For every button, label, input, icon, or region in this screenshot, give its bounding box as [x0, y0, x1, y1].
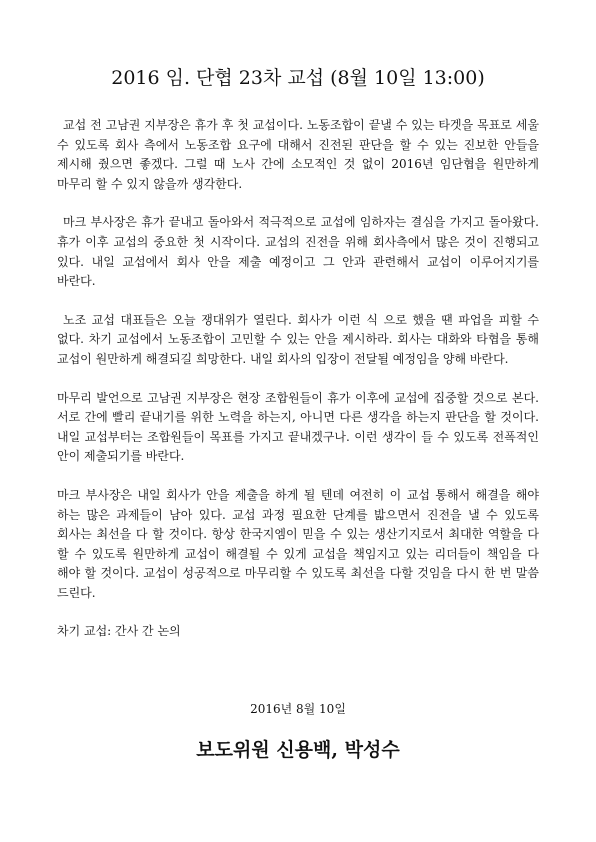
paragraph-vice-president-closing: 마크 부사장은 내일 회사가 안을 제출을 하게 될 텐데 여전히 이 교섭 통해서 해결을 해야 하는 많은 과제들이 남아 있다. 교섭 과정 필요한 단계를 밟으면서 진전을 낼 수 있도록 회사는 최선을 다 할 것이다. 항상 한국지엠이 믿을 수 있는 생산기지로서 최대한 역할을 다 할 수 있도록 원만하게 교섭이 해결될 수 있게 교섭을 책임지고 있는 리더들이 책임을 다 해야 할 것이다. 교섭이 성공적으로 마무리할 수 있도록 최선을 다할 것임을 다시 한 번 말씀 드린다. [57, 487, 539, 600]
document-date: 2016년 8월 10일 [250, 702, 346, 716]
paragraph-opening-remarks: 교섭 전 고남권 지부장은 휴가 후 첫 교섭이다. 노동조합이 끝낼 수 있는 타겟을 목표로 세울 수 있도록 회사 측에서 노동조합 요구에 대해서 진전된 판단을 할 수 있는 진보한 안들을 제시해 줬으면 좋겠다. 그럴 때 노사 간에 소모적인 것 없이 2016년 임단협을 원만하게 마무리 할 수 있지 않을까 생각한다. [57, 118, 539, 191]
document-body [57, 116, 539, 642]
reporter-signature: 보도위원 신용백, 박성수 [196, 739, 400, 761]
paragraph-closing-remarks: 마무리 발언으로 고남권 지부장은 현장 조합원들이 휴가 이후에 교섭에 집중할 것으로 본다. 서로 간에 빨리 끝내기를 위한 노력을 하는지, 아니면 다른 생각을 하는지 판단을 할 것이다. 내일 교섭부터는 조합원들이 목표를 가지고 끝내겠구나. 이런 생각이 들 수 있도록 전폭적인 안이 제출되기를 바란다. [57, 390, 539, 464]
paragraph-vice-president-remarks: 마크 부사장은 휴가 끝내고 돌아와서 적극적으로 교섭에 임하자는 결심을 가지고 돌아왔다. 휴가 이후 교섭의 중요한 첫 시작이다. 교섭의 진전을 위해 회사측에서 많은 것이 진행되고 있다. 내일 교섭에서 회사 안을 제출 예정이고 그 안과 관련해서 교섭이 이루어지기를 바란다. [57, 215, 539, 289]
document-title: 2016 임. 단협 23차 교섭 (8월 10일 13:00) [111, 67, 485, 89]
paragraph-union-representatives: 노조 교섭 대표들은 오늘 쟁대위가 열린다. 회사가 이런 식 으로 했을 땐 파업을 피할 수 없다. 차기 교섭에서 노동조합이 고민할 수 있는 안을 제시하라. 회사는 대화와 타협을 통해 교섭이 원만하게 해결되길 희망한다. 내일 회사의 입장이 전달될 예정임을 양해 바란다. [57, 312, 539, 366]
next-meeting-note: 차기 교섭: 간사 간 논의 [57, 624, 181, 639]
